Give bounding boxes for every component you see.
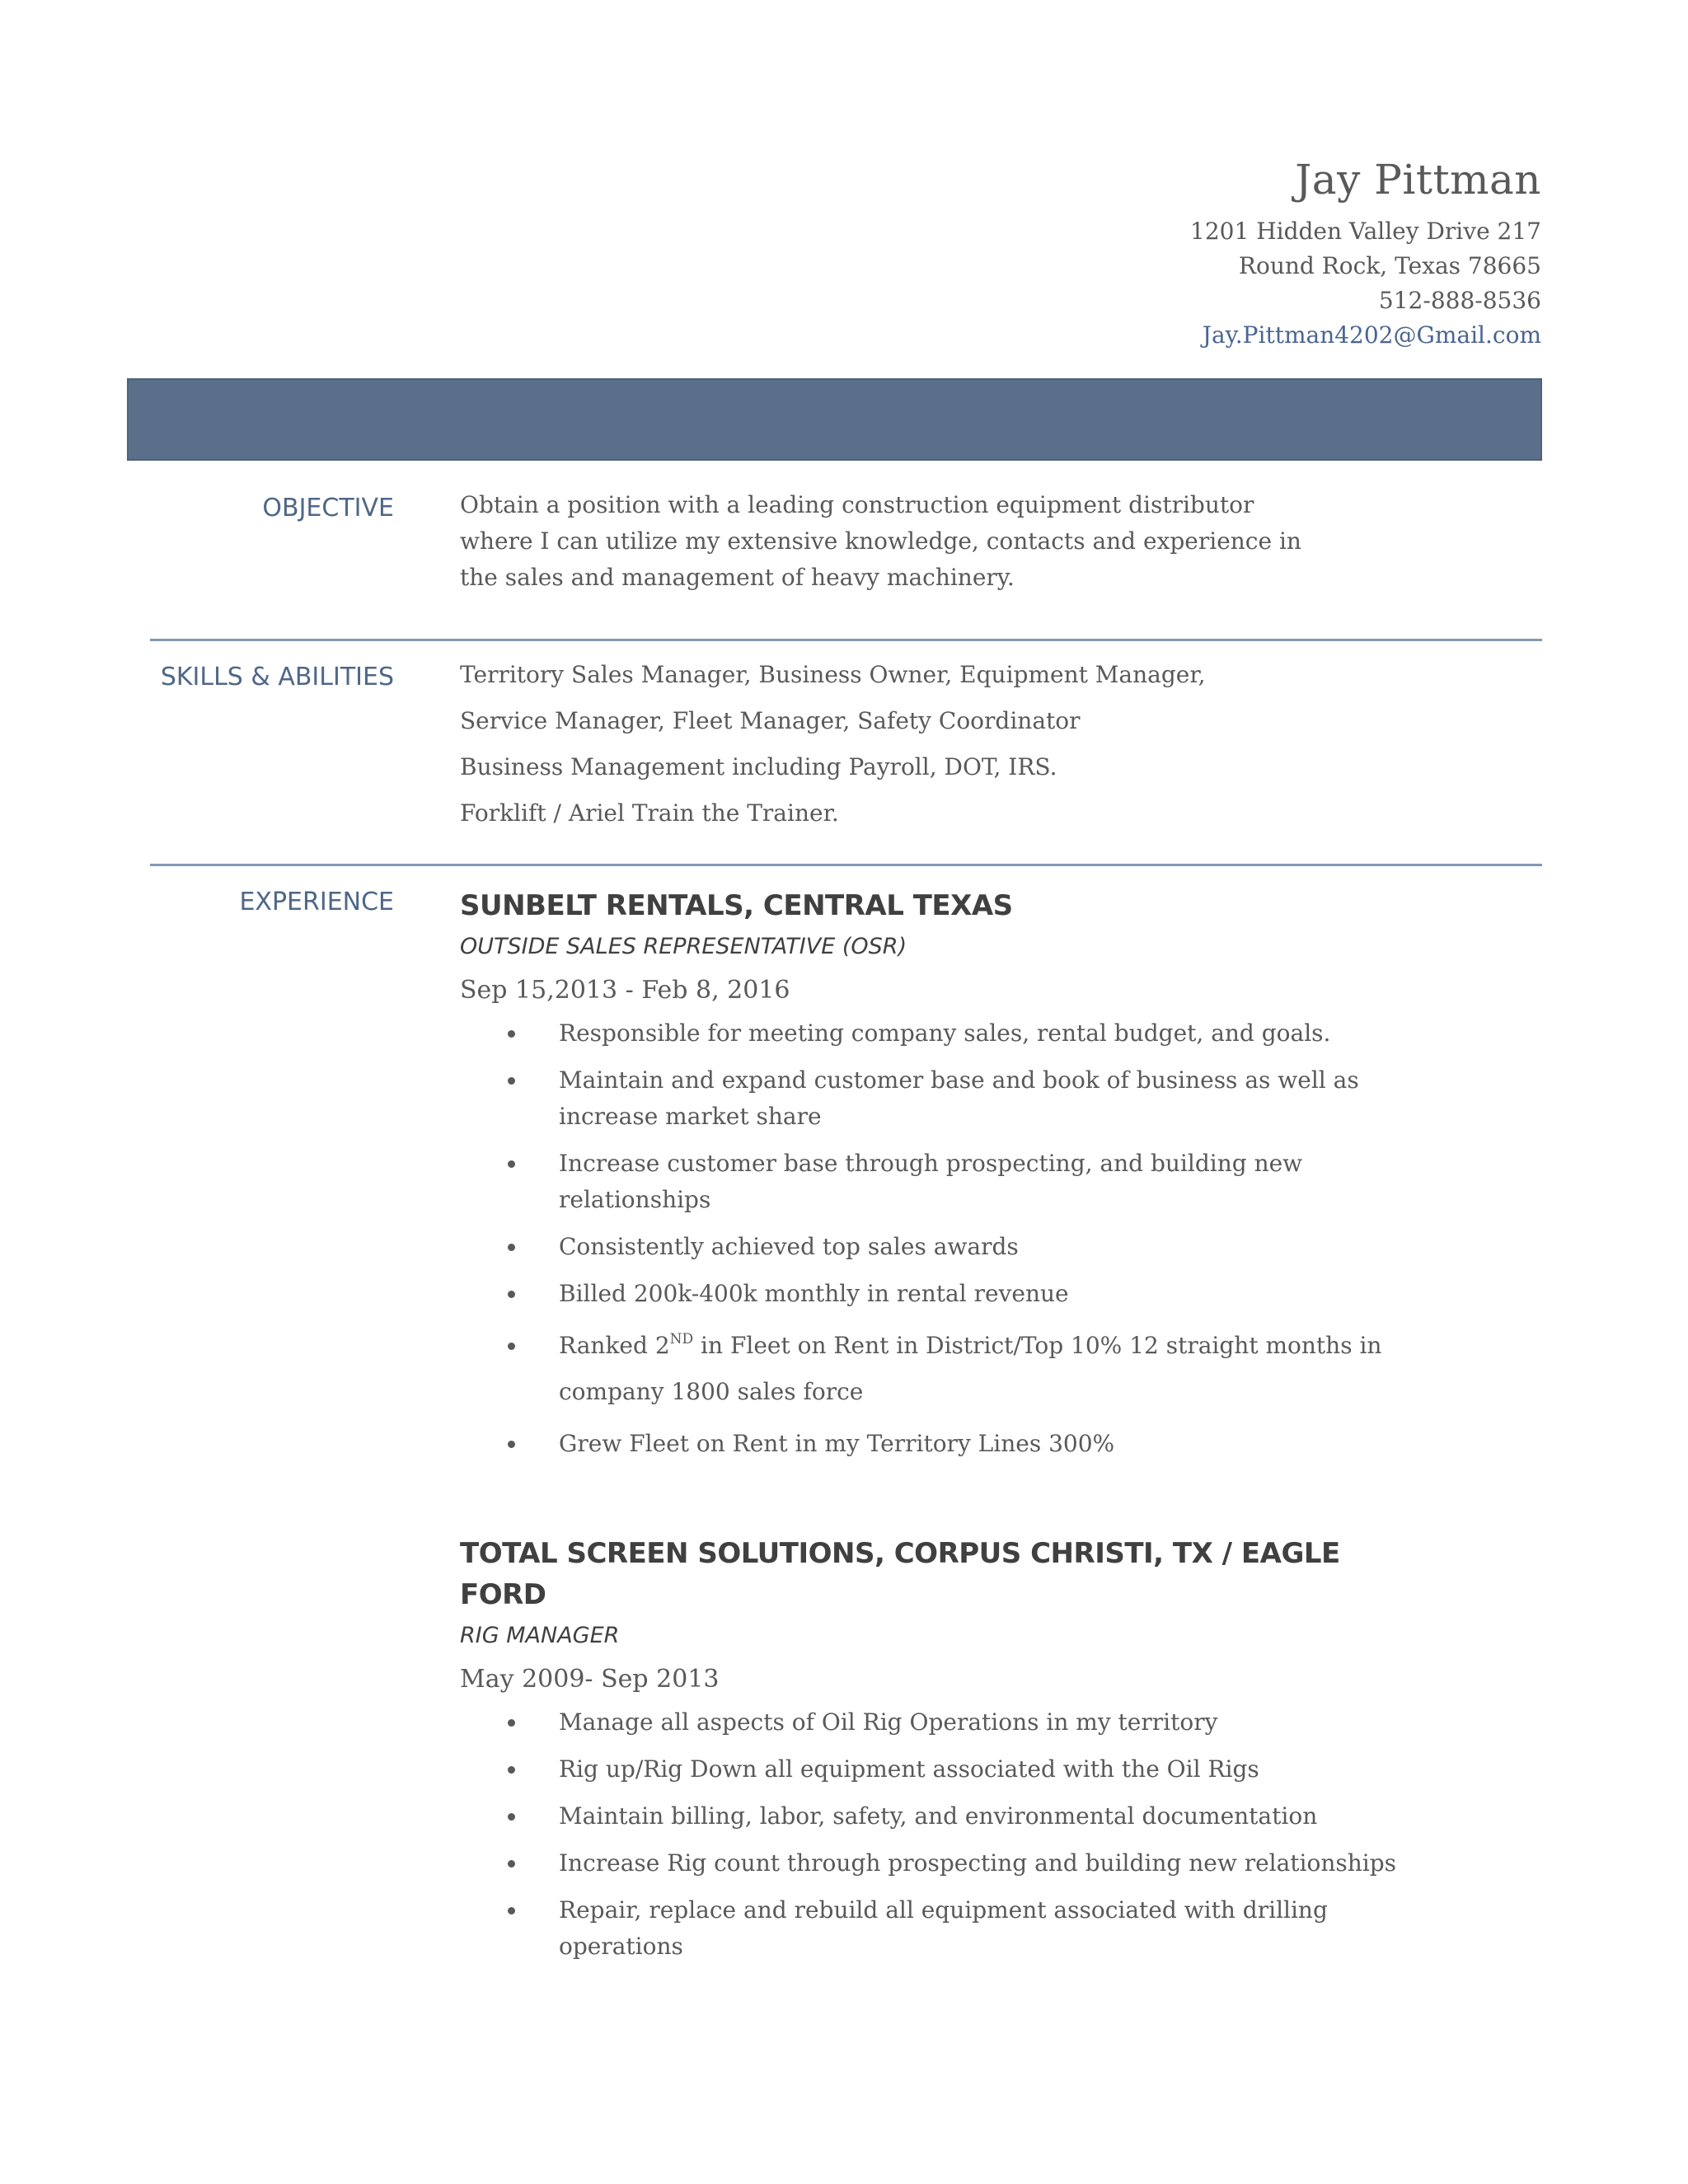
candidate-name: Jay Pittman [1295,156,1541,204]
bullet-text: Rig up/Rig Down all equipment associated with the Oil Rigs [559,1755,1259,1783]
address-line-2: Round Rock, Texas 78665 [1238,252,1541,279]
list-item [460,1062,1367,1135]
ordinal-suffix: ND [669,1331,694,1347]
job-entry [460,885,1400,1473]
bullet-icon [508,1030,515,1038]
list-item [460,1426,1400,1462]
skill-line: Forklift / Ariel Train the Trainer. [460,799,839,827]
bullet-text: Billed 200k-400k monthly in rental revenue [559,1280,1069,1307]
objective-label: OBJECTIVE [262,494,394,523]
list-item [460,1751,1400,1788]
company-name: TOTAL SCREEN SOLUTIONS, CORPUS CHRISTI, TX / EAGLE FORD [460,1537,1340,1611]
list-item [460,1798,1400,1835]
ranked-prefix: Ranked 2 [559,1332,670,1359]
section-divider [150,639,1542,641]
experience-label: EXPERIENCE [239,888,394,916]
job-entry [460,1533,1400,1975]
bullet-icon [508,1813,515,1821]
list-item [460,1704,1400,1741]
skill-line: Territory Sales Manager, Business Owner, Equipment Manager, [460,661,1206,688]
bullet-text: Repair, replace and rebuild all equipment associated with drilling operations [559,1896,1328,1960]
bullet-icon [508,1766,515,1774]
bullet-icon [508,1719,515,1727]
list-item [460,1015,1400,1052]
bullet-text: Consistently achieved top sales awards [559,1233,1019,1260]
list-item [460,1146,1334,1218]
list-item [460,1276,1400,1312]
bullet-icon [508,1291,515,1298]
company-name: SUNBELT RENTALS, CENTRAL TEXAS [460,889,1013,922]
bullet-text: Grew Fleet on Rent in my Territory Lines 300% [559,1430,1115,1457]
skills-label: SKILLS & ABILITIES [160,663,394,691]
list-item [460,1845,1400,1882]
bullet-text: Increase Rig count through prospecting and building new relationships [559,1849,1397,1877]
list-item [460,1229,1400,1265]
bullet-text: Maintain billing, labor, safety, and environmental documentation [559,1802,1318,1830]
bullet-icon [508,1343,515,1350]
skills-list [460,652,1400,837]
phone-number: 512-888-8536 [1378,287,1541,314]
bullet-icon [508,1077,515,1085]
section-divider [150,864,1542,866]
objective-text: Obtain a position with a leading construction equipment distributor where I can utilize my extensive knowledge, contacts and experience in the sales and management of heavy machinery. [460,491,1301,591]
skill-line: Business Management including Payroll, DOT, IRS. [460,753,1057,780]
job-title: RIG MANAGER [460,1623,620,1648]
bullet-icon [508,1244,515,1251]
job-dates: Sep 15,2013 - Feb 8, 2016 [460,976,790,1005]
job-bullets [460,1704,1400,1965]
skill-line: Service Manager, Fleet Manager, Safety Coordinator [460,707,1081,734]
job-bullets [460,1015,1400,1462]
bullet-icon [508,1160,515,1168]
bullet-icon [508,1907,515,1915]
header-banner [127,378,1542,461]
bullet-text: Manage all aspects of Oil Rig Operations in my territory [559,1708,1218,1736]
list-item [460,1892,1334,1965]
bullet-text: Increase customer base through prospecting, and building new relationships [559,1150,1303,1213]
address-line-1: 1201 Hidden Valley Drive 217 [1190,218,1541,245]
job-title: OUTSIDE SALES REPRESENTATIVE (OSR) [460,934,907,959]
contact-header [1190,153,1541,353]
bullet-icon [508,1860,515,1868]
bullet-text: Maintain and expand customer base and book of business as well as increase market share [559,1066,1359,1130]
list-item [460,1323,1383,1415]
bullet-icon [508,1441,515,1448]
job-dates: May 2009- Sep 2013 [460,1665,720,1694]
email-link[interactable]: Jay.Pittman4202@Gmail.com [1202,321,1541,349]
ranked-rest: in Fleet on Rent in District/Top 10% 12 straight months in company 1800 sales force [559,1332,1382,1405]
bullet-text: Responsible for meeting company sales, rental budget, and goals. [559,1019,1331,1047]
